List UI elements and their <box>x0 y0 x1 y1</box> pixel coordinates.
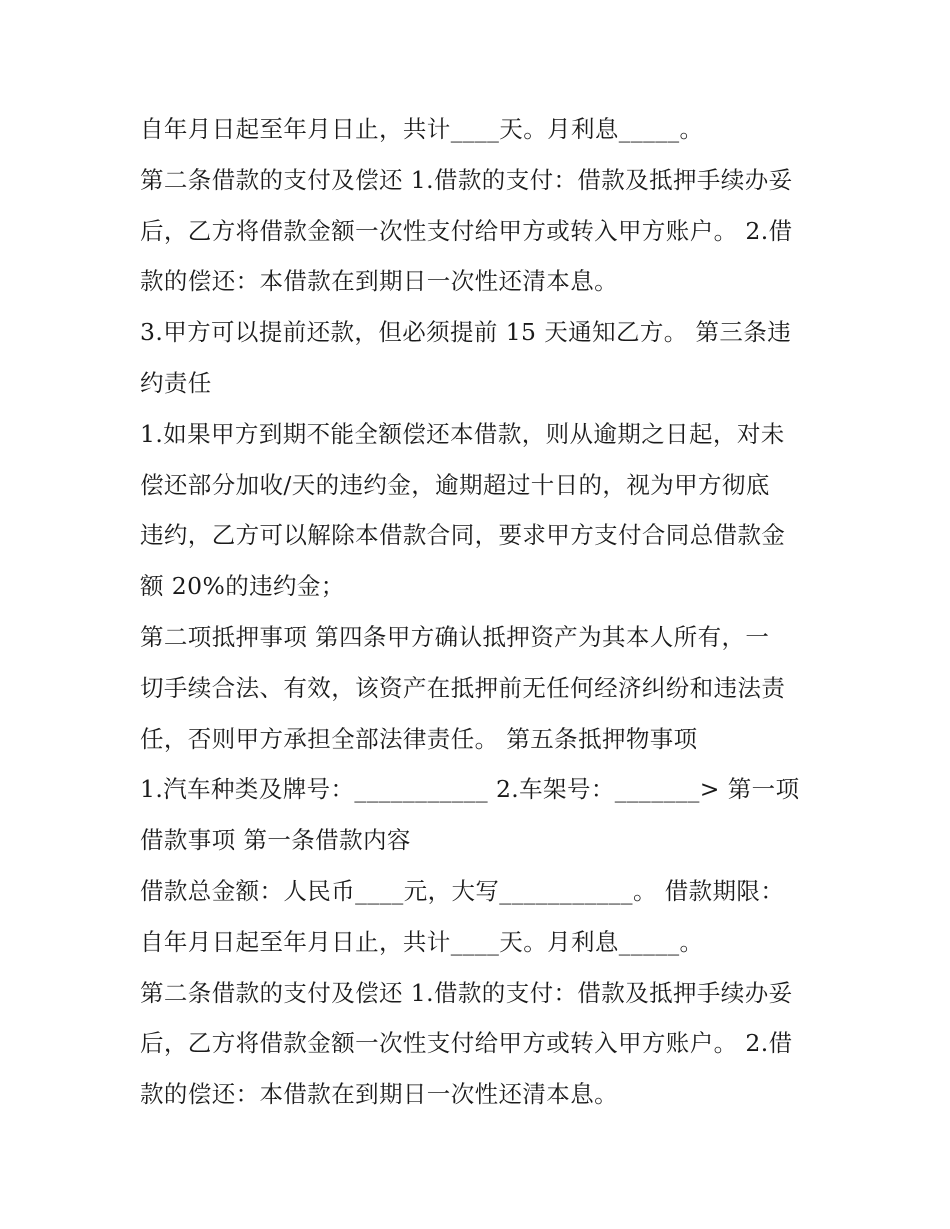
text-line-7: 1.如果甲方到期不能全额偿还本借款，则从逾期之日起，对未 <box>140 419 785 448</box>
text-line-17: 自年月日起至年月日止，共计____天。月利息_____。 <box>140 927 704 956</box>
text-line-3: 后，乙方将借款金额一次性支付给甲方或转入甲方账户。 2.借 <box>140 216 793 245</box>
text-line-20: 款的偿还：本借款在到期日一次性还清本息。 <box>140 1080 618 1109</box>
document-body <box>140 104 820 1120</box>
text-line-11: 第二项抵押事项 第四条甲方确认抵押资产为其本人所有，一 <box>140 622 770 651</box>
text-line-4: 款的偿还：本借款在到期日一次性还清本息。 <box>140 267 618 296</box>
text-line-15: 借款事项 第一条借款内容 <box>140 826 411 855</box>
text-line-2: 第二条借款的支付及偿还 1.借款的支付：借款及抵押手续办妥 <box>140 165 793 194</box>
text-line-6: 约责任 <box>140 368 212 397</box>
text-line-8: 偿还部分加收/天的违约金，逾期超过十日的，视为甲方彻底 <box>140 470 770 499</box>
text-line-9: 违约，乙方可以解除本借款合同，要求甲方支付合同总借款金 <box>140 521 786 550</box>
text-line-1: 自年月日起至年月日止，共计____天。月利息_____。 <box>140 115 704 143</box>
text-line-14: 1.汽车种类及牌号：___________ 2.车架号：_______> 第一项 <box>140 775 800 804</box>
text-line-10: 额 20%的违约金； <box>140 572 345 601</box>
text-line-12: 切手续合法、有效，该资产在抵押前无任何经济纠纷和违法责 <box>140 673 786 702</box>
text-line-18: 第二条借款的支付及偿还 1.借款的支付：借款及抵押手续办妥 <box>140 978 793 1007</box>
text-line-19: 后，乙方将借款金额一次性支付给甲方或转入甲方账户。 2.借 <box>140 1029 793 1058</box>
text-line-5: 3.甲方可以提前还款，但必须提前 15 天通知乙方。 第三条违 <box>140 318 792 347</box>
text-line-16: 借款总金额：人民币____元，大写___________。 借款期限： <box>140 876 785 905</box>
text-line-13: 任，否则甲方承担全部法律责任。 第五条抵押物事项 <box>140 724 698 753</box>
